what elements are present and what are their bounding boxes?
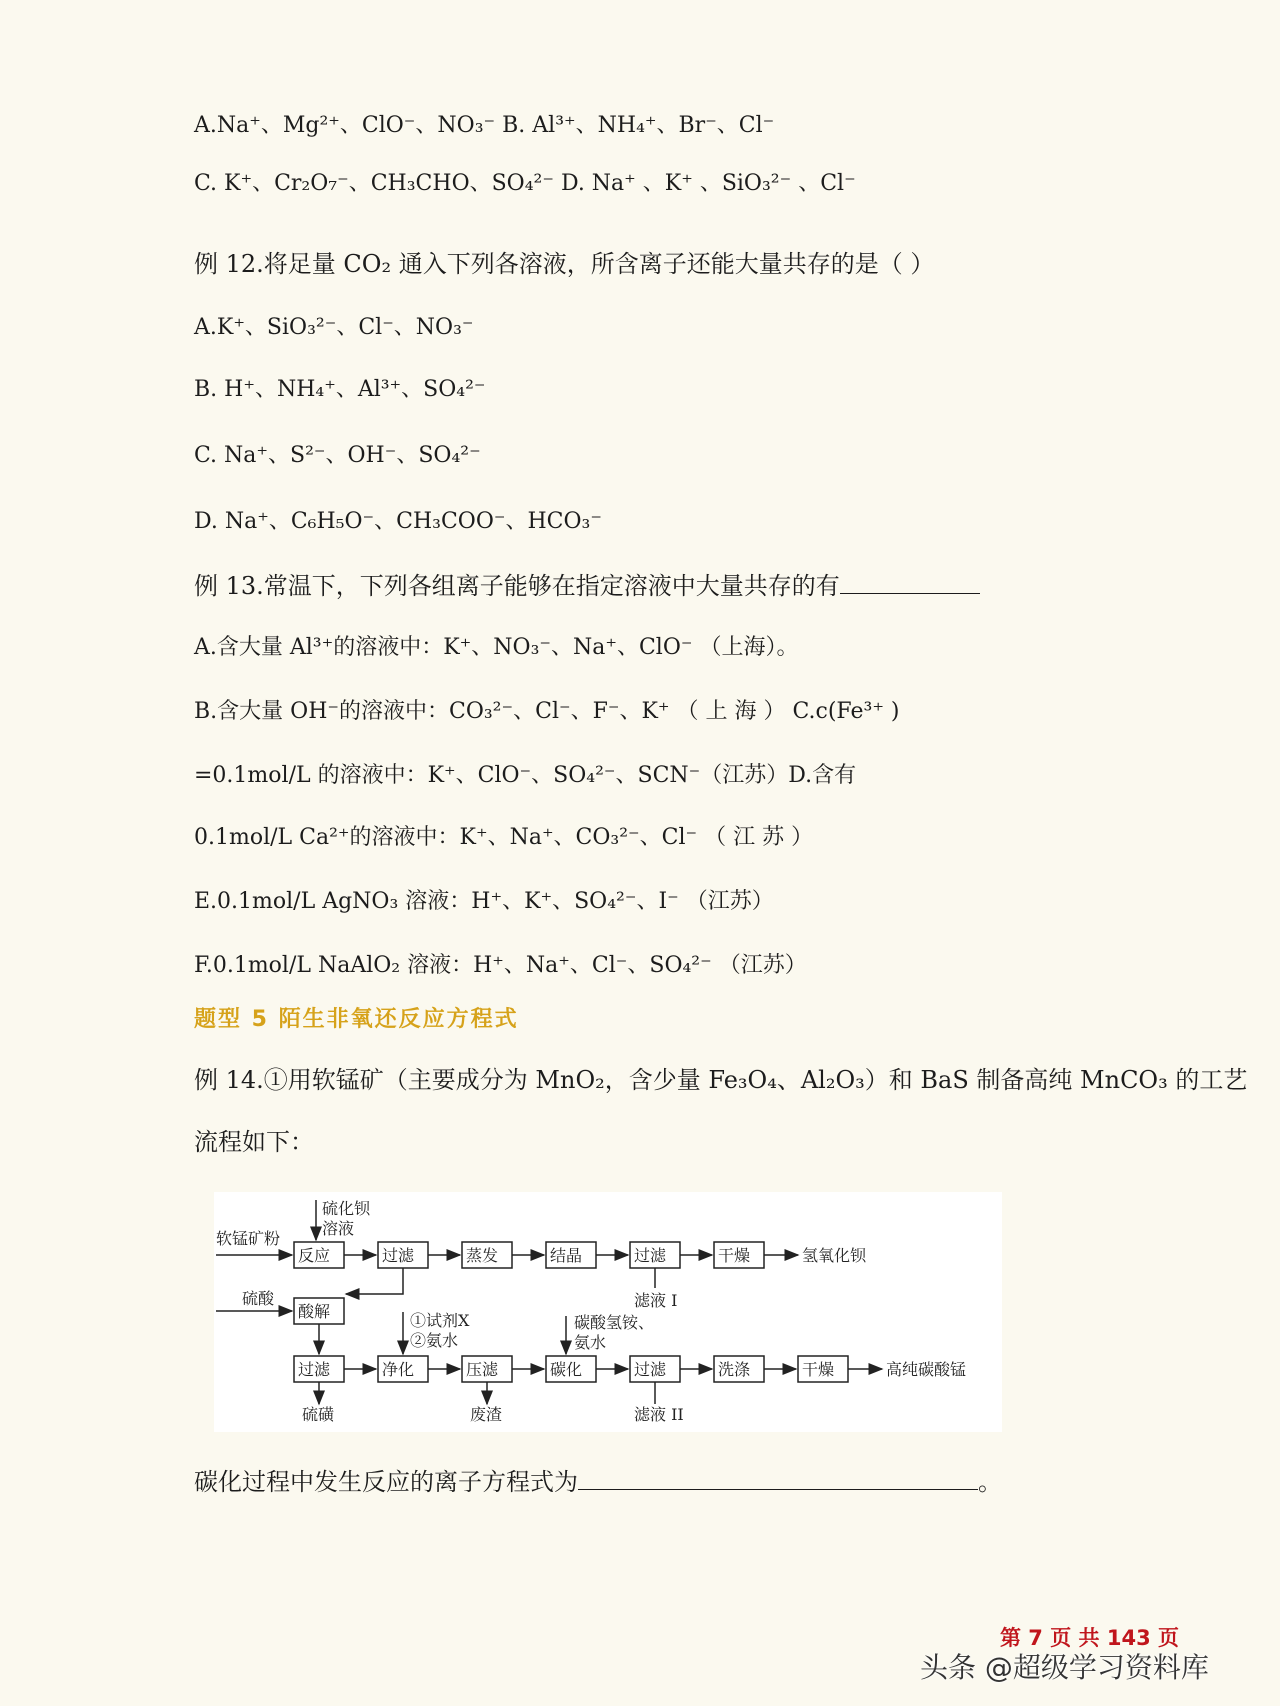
- label-crystallize: 结晶: [550, 1246, 583, 1265]
- example-12-option-a: A.K⁺、SiO₃²⁻、Cl⁻、NO₃⁻: [194, 315, 474, 340]
- label-filter-4: 过滤: [634, 1360, 667, 1379]
- label-acid-input: 硫酸: [242, 1289, 275, 1308]
- example-12-option-b: B. H⁺、NH₄⁺、Al³⁺、SO₄²⁻: [194, 377, 486, 402]
- label-sulfur: 硫磺: [302, 1405, 335, 1424]
- label-high-purity-mnco3: 高纯碳酸锰: [886, 1360, 967, 1379]
- example-13-option-e: E.0.1mol/L AgNO₃ 溶液：H⁺、K⁺、SO₄²⁻、I⁻ （江苏）: [194, 889, 774, 914]
- section-title: 题型 5 陌生非氧还反应方程式: [194, 1007, 519, 1032]
- carbonization-text: 碳化过程中发生反应的离子方程式为: [194, 1468, 578, 1496]
- example-13-question: [194, 572, 980, 600]
- label-filter-3: 过滤: [298, 1360, 331, 1379]
- example-13-option-c: =0.1mol/L 的溶液中：K⁺、ClO⁻、SO₄²⁻、SCN⁻（江苏）D.含有: [194, 763, 857, 788]
- label-filter-1: 过滤: [382, 1246, 415, 1265]
- label-evaporate: 蒸发: [466, 1246, 499, 1265]
- label-acid-leach: 酸解: [298, 1302, 331, 1321]
- example-13-option-a: A.含大量 Al³⁺的溶液中：K⁺、NO₃⁻、Na⁺、ClO⁻ （上海）。: [194, 635, 799, 660]
- label-reagent-x: ①试剂X: [410, 1311, 470, 1330]
- label-wash: 洗涤: [718, 1360, 751, 1379]
- label-carbonize: 碳化: [550, 1360, 583, 1379]
- label-filter-2: 过滤: [634, 1246, 667, 1265]
- options-line-2: C. K⁺、Cr₂O₇⁻、CH₃CHO、SO₄²⁻ D. Na⁺ 、K⁺ 、SiO₃²⁻ 、Cl⁻: [194, 171, 856, 196]
- label-carb-2: 氨水: [574, 1333, 607, 1352]
- end-mark: 。: [978, 1468, 1002, 1496]
- label-dry-2: 干燥: [802, 1360, 835, 1379]
- label-reaction: 反应: [298, 1246, 331, 1265]
- label-bas-1: 硫化钡: [322, 1199, 371, 1218]
- label-filtrate-1: 滤液 I: [634, 1291, 678, 1310]
- example-12-option-c: C. Na⁺、S²⁻、OH⁻、SO₄²⁻: [194, 443, 481, 468]
- process-flow-diagram: [214, 1192, 1002, 1432]
- example-13-option-d: 0.1mol/L Ca²⁺的溶液中：K⁺、Na⁺、CO₃²⁻、Cl⁻ （ 江 苏 ）: [194, 825, 814, 850]
- label-barium-hydroxide: 氢氧化钡: [802, 1246, 867, 1265]
- label-dry-1: 干燥: [718, 1246, 751, 1265]
- example-12-option-d: D. Na⁺、C₆H₅O⁻、CH₃COO⁻、HCO₃⁻: [194, 509, 602, 534]
- example-14-question: 例 14.①用软锰矿（主要成分为 MnO₂，含少量 Fe₃O₄、Al₂O₃）和 BaS 制备高纯 MnCO₃ 的工艺: [194, 1066, 1248, 1094]
- answer-blank: [840, 573, 980, 594]
- page-number: 第 7 页 共 143 页: [1000, 1626, 1180, 1650]
- label-bas-2: 溶液: [322, 1219, 355, 1238]
- label-purify: 净化: [382, 1360, 415, 1379]
- equation-blank: [578, 1469, 978, 1490]
- label-filtrate-2: 滤液 II: [634, 1405, 684, 1424]
- label-ore-input: 软锰矿粉: [216, 1229, 281, 1248]
- example-13-text: 例 13.常温下，下列各组离子能够在指定溶液中大量共存的有: [194, 572, 840, 600]
- example-12-question: 例 12.将足量 CO₂ 通入下列各溶液，所含离子还能大量共存的是（ ）: [194, 250, 935, 278]
- example-13-option-f: F.0.1mol/L NaAlO₂ 溶液：H⁺、Na⁺、Cl⁻、SO₄²⁻ （江苏）: [194, 953, 807, 978]
- watermark: 头条 @超级学习资料库: [920, 1651, 1209, 1684]
- options-line-1: A.Na⁺、Mg²⁺、ClO⁻、NO₃⁻ B. Al³⁺、NH₄⁺、Br⁻、Cl⁻: [194, 113, 775, 138]
- label-carb-1: 碳酸氢铵、: [574, 1313, 655, 1332]
- carbonization-question: [194, 1468, 1002, 1496]
- label-press-filter: 压滤: [466, 1360, 499, 1379]
- label-residue: 废渣: [470, 1405, 503, 1424]
- example-14-question-cont: 流程如下：: [194, 1128, 314, 1156]
- label-reagent-ammonia: ②氨水: [410, 1331, 459, 1350]
- example-13-option-b: B.含大量 OH⁻的溶液中：CO₃²⁻、Cl⁻、F⁻、K⁺ （ 上 海 ） C.c(Fe³⁺ ): [194, 699, 900, 724]
